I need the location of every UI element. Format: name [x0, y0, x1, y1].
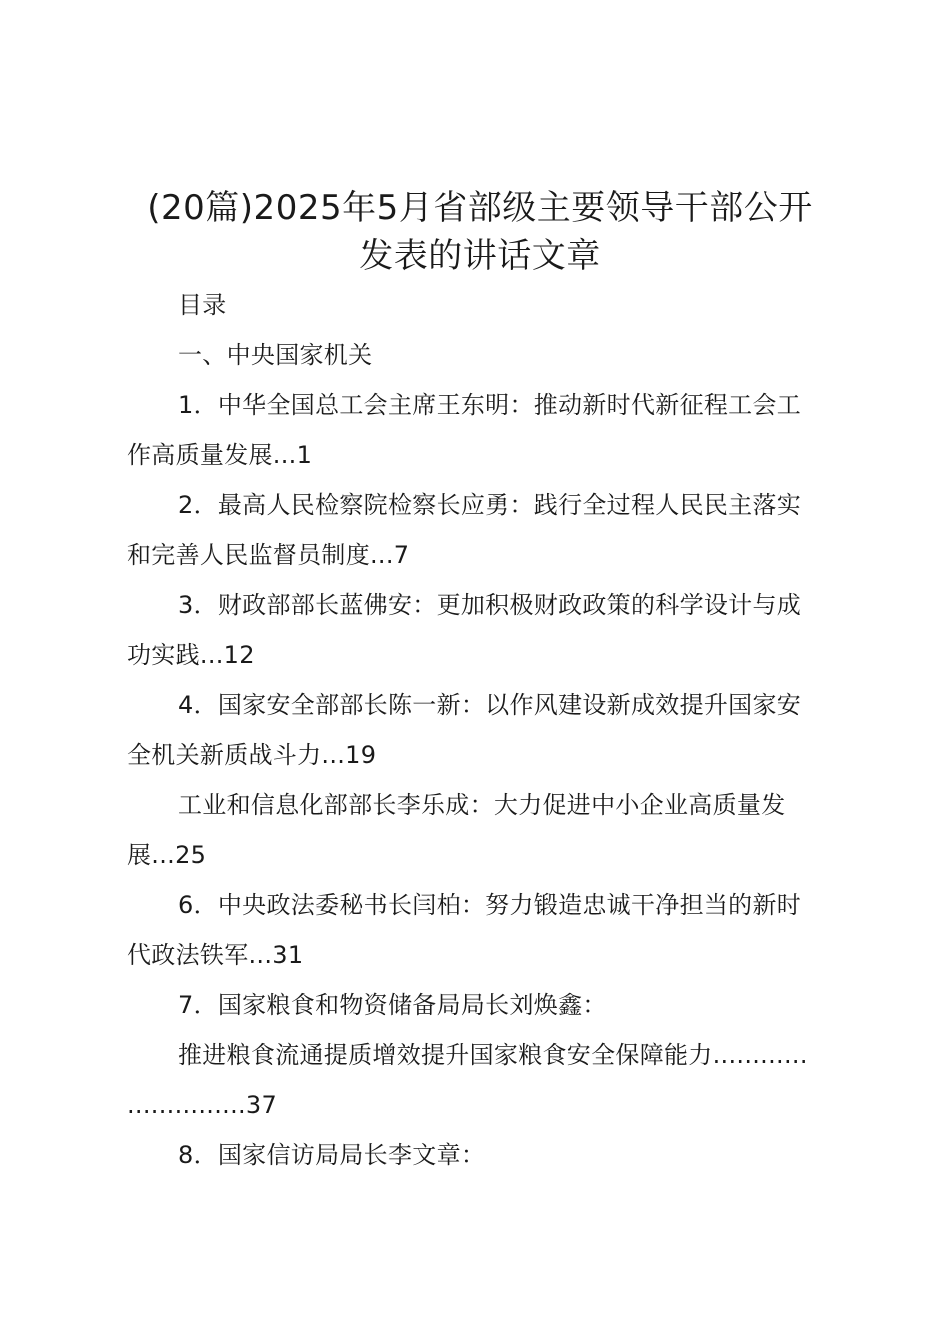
- toc-entry-7-line-3: ...............37: [127, 1091, 278, 1119]
- toc-entry-8-line-1: 8．国家信访局局长李文章：: [178, 1141, 486, 1169]
- toc-entry-5-line-1: 工业和信息化部部长李乐成：大力促进中小企业高质量发: [178, 791, 786, 819]
- section-heading: 一、中央国家机关: [178, 341, 373, 369]
- toc-entry-4-line-1: 4．国家安全部部长陈一新：以作风建设新成效提升国家安: [178, 691, 802, 719]
- toc-entry-3-line-2: 功实践...12: [127, 641, 255, 669]
- toc-heading: 目录: [178, 291, 227, 319]
- toc-entry-1-line-1: 1．中华全国总工会主席王东明：推动新时代新征程工会工: [178, 391, 802, 419]
- toc-entry-6-line-1: 6．中央政法委秘书长闫柏：努力锻造忠诚干净担当的新时: [178, 891, 802, 919]
- toc-entry-1-line-2: 作高质量发展...1: [127, 441, 313, 469]
- toc-entry-2-line-1: 2．最高人民检察院检察长应勇：践行全过程人民民主落实: [178, 491, 802, 519]
- toc-entry-3-line-1: 3．财政部部长蓝佛安：更加积极财政政策的科学设计与成: [178, 591, 802, 619]
- toc-entry-7-line-2: 推进粮食流通提质增效提升国家粮食安全保障能力............: [178, 1041, 808, 1069]
- document-title-line-2: 发表的讲话文章: [359, 236, 601, 276]
- toc-entry-7-line-1: 7．国家粮食和物资储备局局长刘焕鑫：: [178, 991, 607, 1019]
- toc-entry-2-line-2: 和完善人民监督员制度...7: [127, 541, 410, 569]
- toc-entry-5-line-2: 展...25: [127, 841, 207, 869]
- toc-entry-4-line-2: 全机关新质战斗力...19: [127, 741, 377, 769]
- toc-entry-6-line-2: 代政法铁军...31: [127, 941, 304, 969]
- document-title-line-1: (20篇)2025年5月省部级主要领导干部公开: [147, 188, 813, 228]
